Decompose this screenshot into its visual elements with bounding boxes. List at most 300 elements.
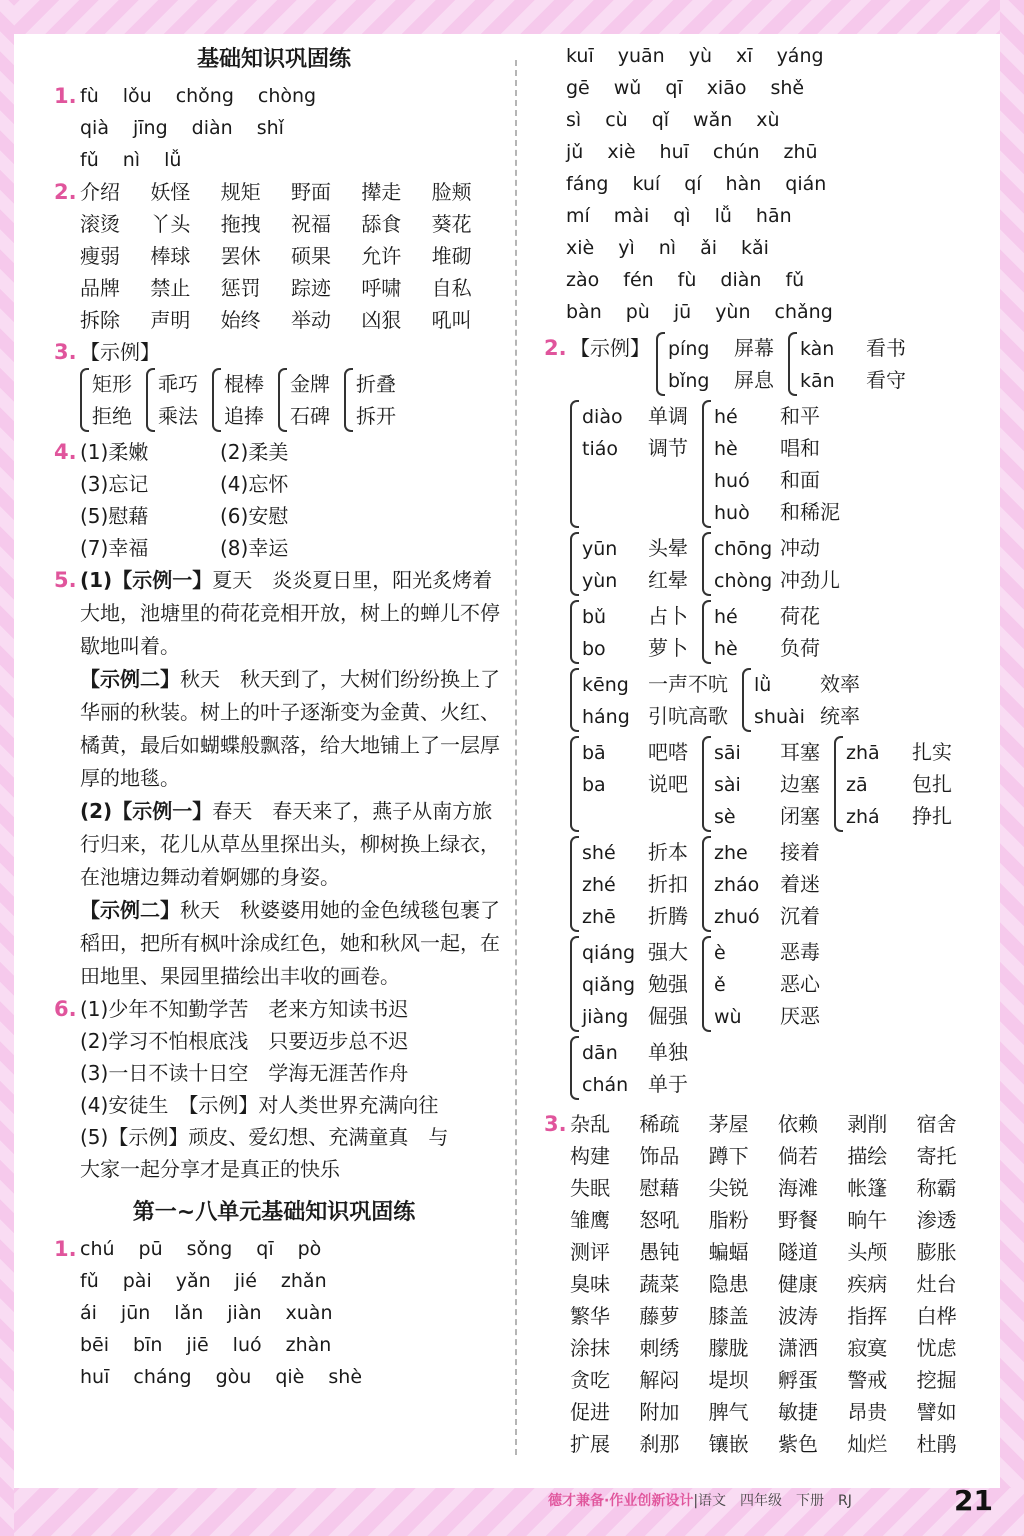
word-cell: 晌午 xyxy=(847,1208,888,1232)
pinyin: shuài xyxy=(754,706,805,728)
pinyin: chòng xyxy=(714,570,773,592)
pinyin: sè xyxy=(714,806,736,828)
pair-words xyxy=(714,736,820,832)
brace-mark xyxy=(702,400,711,528)
pinyin: zhe xyxy=(714,842,748,864)
pinyin: sāi xyxy=(714,742,741,764)
pinyin-cell: xuàn xyxy=(285,1302,333,1324)
footer-subject: |语文 四年级 下册 RJ xyxy=(693,1493,852,1509)
pinyin-cell: diàn xyxy=(191,117,233,139)
pinyin: huó xyxy=(714,470,750,492)
pinyin: yūn xyxy=(582,538,618,560)
word-cell: 健康 xyxy=(777,1272,818,1296)
brace-mark xyxy=(570,600,579,664)
brace-pair xyxy=(702,836,820,932)
word: 屏息 xyxy=(734,368,774,392)
pinyin-cell: ǎi xyxy=(700,237,717,259)
polyphone-row xyxy=(570,836,986,936)
example-label: 【示例二】 xyxy=(80,667,180,691)
pinyin: bā xyxy=(582,742,606,764)
polyphone-entry xyxy=(582,668,728,700)
pinyin: bo xyxy=(582,638,606,660)
answer-line: (5)【示例】顽皮、爱幻想、充满童真 与 xyxy=(80,1125,449,1149)
word-cell: 罢休 xyxy=(220,244,261,268)
pair-words xyxy=(846,736,952,832)
word-cell: 渗透 xyxy=(916,1208,957,1232)
pair-word: 追捧 xyxy=(224,404,264,428)
question-4 xyxy=(46,436,502,564)
answer-line: (2)学习不怕根底浅 只要迈步总不迟 xyxy=(80,1029,409,1053)
word-cell: 剥削 xyxy=(847,1112,888,1136)
brace-mark xyxy=(702,936,711,1032)
word-cell: 堆砌 xyxy=(431,244,472,268)
brace-mark xyxy=(702,736,711,832)
word-cell: 杂乱 xyxy=(570,1112,610,1136)
word-cell: 拖拽 xyxy=(220,212,261,236)
answer-row xyxy=(570,1300,986,1332)
word-cell: 雏鹰 xyxy=(570,1208,610,1232)
pinyin-cell: pū xyxy=(138,1238,163,1260)
brace-pair xyxy=(278,368,330,432)
word-cell: 脂粉 xyxy=(708,1208,749,1232)
polyphone-entry xyxy=(714,1000,820,1032)
pinyin: ba xyxy=(582,774,606,796)
pinyin: chōng xyxy=(714,538,773,560)
word-cell: 紫色 xyxy=(777,1432,818,1456)
word: 闭塞 xyxy=(780,804,820,828)
word: 吧嗒 xyxy=(648,740,688,764)
word-cell: 扩展 xyxy=(570,1432,610,1456)
polyphone-entry xyxy=(714,464,840,496)
pinyin: hè xyxy=(714,438,738,460)
polyphone-entry xyxy=(714,868,820,900)
pinyin-cell: fén xyxy=(623,269,654,291)
word-cell: 舔食 xyxy=(361,212,402,236)
pinyin-cell: shě xyxy=(770,77,805,99)
brace-pair xyxy=(570,532,688,596)
word-cell: 疾病 xyxy=(847,1272,888,1296)
answer-row xyxy=(80,532,502,564)
brace-mark xyxy=(656,332,665,396)
question-2 xyxy=(46,176,502,336)
word-cell: 膝盖 xyxy=(708,1304,749,1328)
pinyin-cell: sǒng xyxy=(186,1238,233,1260)
question-1 xyxy=(46,80,502,176)
polyphone-entry xyxy=(714,600,820,632)
pinyin-cell: yùn xyxy=(715,301,751,323)
pinyin-cell: lǚ xyxy=(164,149,182,171)
pinyin: bǔ xyxy=(582,606,607,628)
pinyin-cell: fù xyxy=(677,269,697,291)
word-cell: 瘦弱 xyxy=(80,244,120,268)
word-cell: 野餐 xyxy=(777,1208,818,1232)
word-cell: 堤坝 xyxy=(708,1368,749,1392)
word: 冲动 xyxy=(780,536,820,560)
pinyin-rows xyxy=(80,80,502,176)
word-cell: 贪吃 xyxy=(570,1368,610,1392)
answer-line: (4)安徒生 【示例】对人类世界充满向往 xyxy=(80,1093,439,1117)
pinyin-cell: chǎng xyxy=(774,301,833,323)
pinyin-cell: qì xyxy=(673,205,691,227)
pinyin: shé xyxy=(582,842,616,864)
pinyin: zhē xyxy=(582,906,616,928)
pinyin-cell: diàn xyxy=(720,269,762,291)
word-cell: 稀疏 xyxy=(639,1112,680,1136)
word: 恶心 xyxy=(780,972,820,996)
polyphone-entry xyxy=(846,800,952,832)
polyphone-entry xyxy=(582,1000,688,1032)
word: 折腾 xyxy=(648,904,688,928)
answer-line: (3)一日不读十日空 学海无涯苦作舟 xyxy=(80,1061,409,1085)
word-cell: 灶台 xyxy=(916,1272,957,1296)
answer-row xyxy=(80,1297,502,1329)
word: 边塞 xyxy=(780,772,820,796)
pinyin-cell: xī xyxy=(736,45,753,67)
section-title: 第一~八单元基础知识巩固练 xyxy=(132,1200,416,1225)
answer-row xyxy=(80,1329,502,1361)
answer-row xyxy=(566,296,986,328)
word: 和面 xyxy=(780,468,820,492)
word-cell: 举动 xyxy=(290,308,331,332)
polyphone-entry xyxy=(582,936,688,968)
word-cell: 昂贵 xyxy=(847,1400,888,1424)
pinyin: kān xyxy=(800,370,835,392)
pinyin: yùn xyxy=(582,570,618,592)
pair-word: 拆开 xyxy=(356,404,396,428)
pinyin-cell: shè xyxy=(328,1366,363,1388)
pinyin-cell: xù xyxy=(756,109,780,131)
word-cell: 倘若 xyxy=(777,1144,818,1168)
question-3 xyxy=(46,336,502,436)
word-cell: 隐患 xyxy=(708,1272,749,1296)
word-cell: 杜鹃 xyxy=(916,1432,957,1456)
polyphone-entry xyxy=(714,800,820,832)
word-cell: 禁止 xyxy=(150,276,191,300)
polyphone-entry xyxy=(582,564,688,596)
polyphone-entry xyxy=(668,364,774,396)
answer-row xyxy=(80,176,502,208)
word-cell: 惩罚 xyxy=(220,276,261,300)
word: 接着 xyxy=(780,840,820,864)
word-cell: 刹那 xyxy=(639,1432,680,1456)
polyphone-entry xyxy=(846,768,952,800)
footer-brand: 德才兼备·作业创新设计 xyxy=(548,1493,694,1509)
polyphone-row xyxy=(570,936,986,1036)
pair-words xyxy=(582,532,688,596)
pinyin-cell: zhàn xyxy=(285,1334,332,1356)
example-label: 【示例】 xyxy=(80,340,160,364)
pair-words xyxy=(582,836,688,932)
word-cell: 譬如 xyxy=(916,1400,957,1424)
pinyin-cell: lǎn xyxy=(174,1302,204,1324)
word-cell: 凶狠 xyxy=(361,308,402,332)
answer-cell: (2)柔美 xyxy=(220,440,289,464)
pinyin-cell: bàn xyxy=(566,301,602,323)
word-cell: 称霸 xyxy=(916,1176,957,1200)
polyphone-entry xyxy=(582,836,688,868)
pinyin-cell: kuī xyxy=(566,45,594,67)
pinyin: zhé xyxy=(582,874,616,896)
word-cell: 波涛 xyxy=(777,1304,818,1328)
pinyin: zhā xyxy=(846,742,880,764)
polyphone-entry xyxy=(668,332,774,364)
answer-lines xyxy=(80,993,502,1185)
question-6 xyxy=(46,993,502,1185)
word: 耳塞 xyxy=(780,740,820,764)
paragraph-text: 春天 春天来了，燕子从南方旅行归来，花儿从草丛里探出头，柳树换上绿衣，在池塘边舞动着婀娜的身姿。 xyxy=(80,799,500,889)
answer-row xyxy=(570,1364,986,1396)
question-number: 2. xyxy=(54,180,77,204)
brace-pair xyxy=(570,1036,688,1100)
word-cell: 头颅 xyxy=(847,1240,888,1264)
footer xyxy=(548,1490,852,1510)
word-cell: 解闷 xyxy=(639,1368,680,1392)
section-title: 基础知识巩固练 xyxy=(196,47,351,72)
answer-paragraph xyxy=(80,894,502,993)
question-number: 1. xyxy=(54,84,77,108)
pinyin-cell: zào xyxy=(566,269,600,291)
polyphone-entry xyxy=(714,632,820,664)
pinyin-cell: kuí xyxy=(632,173,661,195)
polyphone-entry xyxy=(714,432,840,464)
word-cell: 孵蛋 xyxy=(777,1368,818,1392)
polyphone-entry xyxy=(582,532,688,564)
word-cell: 介绍 xyxy=(80,180,120,204)
polyphone-row xyxy=(656,332,986,400)
polyphone-entry xyxy=(582,432,688,464)
polyphone-entry xyxy=(582,768,688,800)
pinyin-cell: fǔ xyxy=(785,269,805,291)
pinyin-cell: chú xyxy=(80,1238,115,1260)
word-cell: 声明 xyxy=(150,308,191,332)
pair-words xyxy=(668,332,774,396)
brace-pair xyxy=(702,736,820,832)
word: 说吧 xyxy=(648,772,688,796)
word-cell: 蹲下 xyxy=(708,1144,749,1168)
pinyin: píng xyxy=(668,338,710,360)
pinyin-cell: bīn xyxy=(133,1334,163,1356)
answer-row xyxy=(80,468,502,500)
polyphone-entry xyxy=(846,736,952,768)
answer-cell: (7)幸福 xyxy=(80,536,149,560)
polyphone-entry xyxy=(582,700,728,732)
pinyin-cell: zhǎn xyxy=(280,1270,327,1292)
polyphone-row xyxy=(570,1036,986,1104)
pinyin-cell: jūn xyxy=(120,1302,151,1324)
answer-rows xyxy=(80,436,502,564)
word-cell: 灿烂 xyxy=(847,1432,888,1456)
word-grid xyxy=(80,176,502,336)
example-label: (2)【示例一】 xyxy=(80,799,213,823)
word-cell: 葵花 xyxy=(431,212,472,236)
brace-pair xyxy=(212,368,264,432)
polyphone-entry xyxy=(582,968,688,1000)
answer-row xyxy=(570,1172,986,1204)
answer-row xyxy=(566,264,986,296)
word: 折本 xyxy=(648,840,688,864)
brace-pair xyxy=(344,368,396,432)
paragraph-text: 秋天 秋婆婆用她的金色绒毯包裹了稻田，把所有枫叶涂成红色，她和秋风一起，在田地里、果园里描绘出丰收的画卷。 xyxy=(80,898,500,988)
polyphone-row xyxy=(570,668,986,736)
word: 沉着 xyxy=(780,904,820,928)
word-cell: 始终 xyxy=(220,308,261,332)
decorative-frame-right xyxy=(1000,0,1024,1536)
brace-mark xyxy=(702,600,711,664)
word-cell: 朦胧 xyxy=(708,1336,749,1360)
brace-mark xyxy=(570,532,579,596)
word-cell: 慰藉 xyxy=(639,1176,680,1200)
brace-pair xyxy=(570,400,688,528)
word-cell: 臭味 xyxy=(570,1272,610,1296)
pinyin-cell: qiè xyxy=(275,1366,305,1388)
question-number: 1. xyxy=(54,1237,77,1261)
pinyin: zhuó xyxy=(714,906,760,928)
brace-pair xyxy=(146,368,198,432)
polyphone-row xyxy=(570,400,986,532)
word-cell: 寄托 xyxy=(916,1144,957,1168)
polyphone-entry xyxy=(714,900,820,932)
question-2 xyxy=(536,332,986,1104)
word-cell: 脸颊 xyxy=(431,180,472,204)
example-label: (1)【示例一】 xyxy=(80,568,213,592)
pinyin-cell: luó xyxy=(232,1334,262,1356)
word-cell: 野面 xyxy=(290,180,331,204)
polyphone-entry xyxy=(582,600,688,632)
pinyin-rows xyxy=(80,1233,502,1393)
pinyin-cell: huī xyxy=(659,141,689,163)
pinyin-cell: qián xyxy=(785,173,827,195)
word-cell: 妖怪 xyxy=(150,180,191,204)
brace-pair xyxy=(570,668,728,732)
pinyin-cell: qī xyxy=(665,77,683,99)
polyphone-entry xyxy=(582,900,688,932)
pair-word: 乖巧 xyxy=(158,372,198,396)
pinyin-cell: hàn xyxy=(725,173,762,195)
word-cell: 允许 xyxy=(361,244,402,268)
pinyin: háng xyxy=(582,706,630,728)
pinyin-cell: fǔ xyxy=(80,149,99,171)
answer-row xyxy=(566,200,986,232)
word-cell: 自私 xyxy=(431,276,472,300)
brace-pair xyxy=(570,836,688,932)
polyphone-entry xyxy=(582,400,688,432)
polyphone-entry xyxy=(714,968,820,1000)
word: 唱和 xyxy=(780,436,820,460)
pinyin-cell: chòng xyxy=(257,85,317,107)
word-cell: 白桦 xyxy=(916,1304,957,1328)
word-cell: 祝福 xyxy=(290,212,331,236)
polyphone-row xyxy=(570,600,986,668)
pinyin: zhá xyxy=(846,806,880,828)
answer-row xyxy=(80,436,502,468)
answer-row xyxy=(570,1332,986,1364)
polyphone-entry xyxy=(714,564,840,596)
brace-pair xyxy=(702,600,820,664)
pinyin: dān xyxy=(582,1042,618,1064)
word-cell: 拆除 xyxy=(80,308,120,332)
brace-mark xyxy=(742,668,751,732)
word-cell: 愚钝 xyxy=(639,1240,680,1264)
answer-row xyxy=(570,1236,986,1268)
brace-mark xyxy=(570,668,579,732)
polyphone-entry xyxy=(714,532,840,564)
pinyin-cell: cù xyxy=(605,109,628,131)
pinyin: kàn xyxy=(800,338,835,360)
example-label: 【示例二】 xyxy=(80,898,180,922)
pair-words xyxy=(714,936,820,1032)
decorative-frame-bottom xyxy=(0,1488,1024,1536)
word-cell: 涂抹 xyxy=(570,1336,610,1360)
decorative-frame-left xyxy=(0,0,14,1536)
pinyin-cell: xiè xyxy=(607,141,636,163)
brace-pair xyxy=(742,668,860,732)
pinyin-cell: nì xyxy=(122,149,141,171)
pinyin: diào xyxy=(582,406,623,428)
brace-pair xyxy=(570,736,688,832)
answer-row xyxy=(80,272,502,304)
word: 挣扎 xyxy=(912,804,952,828)
pinyin-cell: yáng xyxy=(776,45,824,67)
pinyin: kēng xyxy=(582,674,629,696)
brace-pair xyxy=(570,600,688,664)
word: 单于 xyxy=(648,1072,688,1096)
pinyin-cell: kǎi xyxy=(741,237,769,259)
word-cell: 忧虑 xyxy=(916,1336,957,1360)
left-column xyxy=(46,40,502,1393)
brace-pair xyxy=(656,332,774,396)
question-number: 6. xyxy=(54,997,77,1021)
pinyin: jiàng xyxy=(582,1006,629,1028)
word-cell: 撵走 xyxy=(361,180,402,204)
word-cell: 藤萝 xyxy=(639,1304,680,1328)
example-label: 【示例】 xyxy=(570,336,650,360)
pinyin: chán xyxy=(582,1074,629,1096)
word: 调节 xyxy=(648,436,688,460)
word-cell: 指挥 xyxy=(847,1304,888,1328)
answer-cell: (8)幸运 xyxy=(220,536,289,560)
pair-words xyxy=(714,400,840,528)
word-cell: 促进 xyxy=(570,1400,610,1424)
word: 红晕 xyxy=(648,568,688,592)
word-cell: 繁华 xyxy=(570,1304,610,1328)
question-number: 4. xyxy=(54,440,77,464)
question-number: 3. xyxy=(54,340,77,364)
word-cell: 潇洒 xyxy=(777,1336,818,1360)
answer-row xyxy=(80,208,502,240)
pinyin-cell: fǔ xyxy=(80,1270,99,1292)
word-cell: 呼啸 xyxy=(361,276,402,300)
right-column xyxy=(536,40,986,1460)
brace-mark xyxy=(344,368,353,432)
answer-row xyxy=(80,1233,502,1265)
pinyin-cell: nì xyxy=(658,237,677,259)
brace-pair xyxy=(570,936,688,1032)
pair-word: 矩形 xyxy=(92,372,132,396)
pinyin-cell: chǒng xyxy=(175,85,234,107)
page-number: 21 xyxy=(954,1484,993,1517)
pair-words xyxy=(158,368,198,432)
paragraph-text: 夏天 炎炎夏日里，阳光炙烤着大地，池塘里的荷花竞相开放，树上的蝉儿不停歇地叫着。 xyxy=(80,568,500,658)
word-cell: 失眠 xyxy=(570,1176,610,1200)
polyphone-entry xyxy=(582,632,688,664)
question-5 xyxy=(46,564,502,993)
word: 看书 xyxy=(866,336,906,360)
answer-row xyxy=(80,1361,502,1393)
pair-words xyxy=(582,936,688,1032)
pair-word: 棍棒 xyxy=(224,372,264,396)
word: 包扎 xyxy=(912,772,952,796)
answer-cell: (5)慰藉 xyxy=(80,504,149,528)
